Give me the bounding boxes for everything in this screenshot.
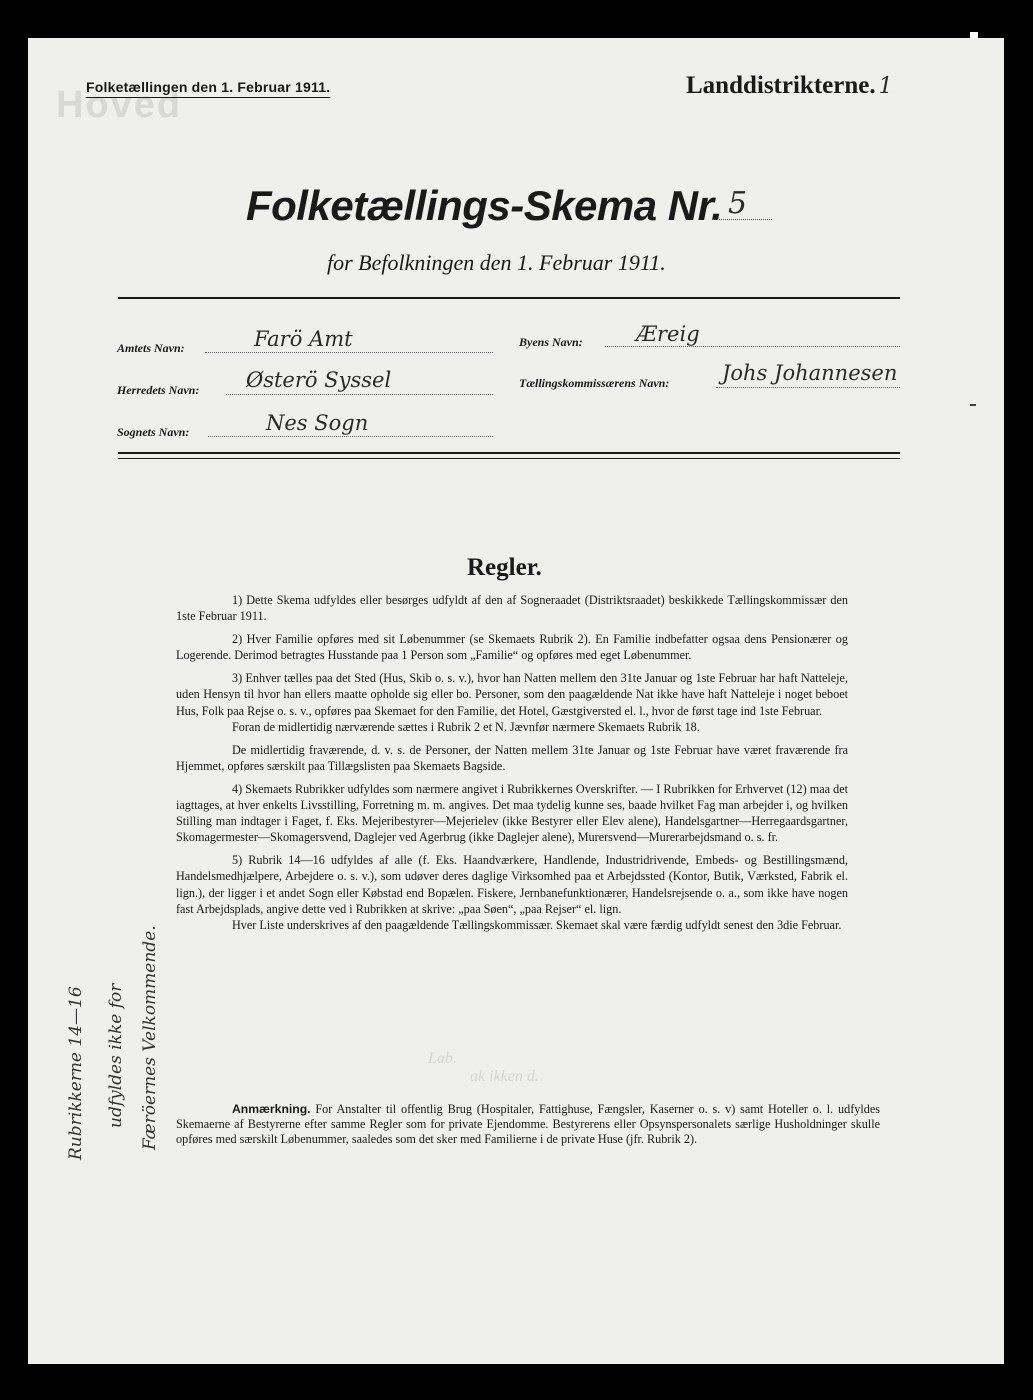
kommissaer-value: Johs Johannesen	[722, 361, 898, 385]
rule-3-midlertidig-fravaerende: De midlertidig fraværende, d. v. s. de Personer, der Natten mellem 31te Januar og 1ste Februar have været fraværende fra Hjemmet, opføres særskilt paa Tillægslisten paa Skemaets Bagside.	[176, 742, 848, 773]
rules-body	[176, 592, 848, 940]
margin-note-line-2: udfyldes ikke for	[106, 983, 126, 1128]
rules-heading: Regler.	[467, 554, 542, 581]
by-value: Æreig	[636, 322, 700, 346]
amt-line	[205, 352, 493, 353]
form-title: Folketællings-Skema Nr.	[246, 182, 723, 229]
rule-3: 3) Enhver tælles paa det Sted (Hus, Skib o. s. v.), hvor han Natten mellem den 31te Januar og 1ste Februar har haft Natteleje, uden Hensyn til hvor han ellers maatte opholde sig eller bo. Personer, som den paagældende Nat ikke have haft Natteleje i noget beboet Hus, Folk paa Rejse o. s. v., opføres paa Skemaet for den Familie, det Hotel, Gæstgiversted el. l., hvor de først tage ind 1ste Februar.	[176, 671, 848, 718]
rule-3-midlertidig-naervaerende: Foran de midlertidig nærværende sættes i Rubrik 2 et N. Jævnfør nærmere Skemaets Rubrik 18.	[232, 719, 700, 734]
annotation-note	[176, 1102, 880, 1147]
by-label: Byens Navn:	[519, 335, 583, 349]
corner-mark	[970, 32, 978, 38]
kommissaer-label: Tællingskommissærens Navn:	[519, 376, 670, 390]
district-number: 1	[878, 74, 893, 99]
herred-label: Herredets Navn:	[117, 383, 200, 397]
district-type-label: Landdistrikterne.	[686, 72, 876, 99]
margin-note-line-3: Færöernes Velkommende.	[140, 925, 160, 1150]
by-line	[605, 346, 900, 347]
rule-5: 5) Rubrik 14—16 udfyldes af alle (f. Eks. Haandværkere, Handlende, Industridrivende, Embeds- og Bestillingsmænd, Handelsmedhjælpere, Arbejdere o. s. v.), som udøver deres daglige Virksomhed paa et Arbejdssted (Kontor, Butik, Værksted, Fabrik el. lign.), der ligger i et andet Sogn eller Købstad end Bopælen. Fiskere, Jernbanefunktionærer, Handelsrejsende o. a., som ikke have nogen fast Arbejdsplads, angive dette ved i Rubrikken at skrive: „paa Søen“, „paa Rejser“ el. lign.	[176, 853, 848, 916]
kommissaer-line	[716, 387, 900, 388]
rule-2: 2) Hver Familie opføres med sit Løbenummer (se Skemaets Rubrik 2). En Familie indbefatter ogsaa dens Pensionærer og Logerende. Derimod betragtes Husstande paa 1 Person som „Familie“ og opføres med eget Løbenummer.	[176, 632, 848, 663]
amt-value: Farö Amt	[254, 327, 353, 351]
sogn-label: Sognets Navn:	[117, 425, 190, 439]
bleed-through-1: Lab.	[428, 1050, 457, 1067]
rule-1: 1) Dette Skema udfyldes eller besørges udfyldt af den af Sogneraadet (Distriktsraadet) beskikkede Tællingskommissær den 1ste Februar 1911.	[176, 593, 848, 624]
herred-value: Østerö Syssel	[246, 368, 392, 392]
fields-divider-top	[118, 452, 900, 454]
annotation-label: Anmærkning.	[232, 1102, 311, 1116]
form-number-line	[712, 219, 772, 220]
sogn-value: Nes Sogn	[266, 411, 369, 435]
fields-divider-bottom	[118, 458, 900, 459]
rule-5-signature: Hver Liste underskrives af den paagældende Tællingskommissær. Skemaet skal være færdig udfyldt senest den 3die Februar.	[232, 917, 842, 932]
sogn-line	[208, 436, 493, 437]
header-census-date: Folketællingen den 1. Februar 1911.	[86, 79, 330, 98]
form-number: 5	[728, 186, 748, 221]
top-divider	[118, 297, 900, 299]
header-district-type	[686, 72, 893, 100]
form-subtitle: for Befolkningen den 1. Februar 1911.	[327, 250, 666, 275]
bleed-through-2: ak ikken d.	[470, 1068, 539, 1085]
rule-4: 4) Skemaets Rubrikker udfyldes som nærmere angivet i Rubrikkernes Overskrifter. — I Rubrikken for Erhvervet (12) maa det iagttages, at hver enkelts Livsstilling, Forretning m. m. angives. Det maa tydelig kunne ses, baade hvilket Fag man arbejder i, og hvilken Stilling man indtager i Faget, f. Eks. Mejeribestyrer—Mejerielev (ikke Bestyrer eller Elev alene), Handelsgartner—Herregaardsgartner, Skomagermester—Skomagersvend, Daglejer ved Agerbrug (ikke Daglejer alene), Murersvend—Murerarbejdsmand o. s. fr.	[176, 781, 848, 845]
edge-mark	[970, 404, 976, 406]
margin-note-line-1: Rubrikkerne 14—16	[66, 986, 86, 1160]
herred-line	[226, 394, 493, 395]
amt-label: Amtets Navn:	[117, 341, 185, 355]
ghost-stamp: Hoved	[56, 84, 183, 126]
annotation-text: For Anstalter til offentlig Brug (Hospitaler, Fattighuse, Fængsler, Kaserner o. s. v) samt Hoteller o. l. udfyldes Skemaerne af Bestyrerne efter samme Regler som for private Ejendomme. Bestyrerens eller Opsynspersonalets særlige Husholdninger skulle opføres med særskilt Løbenummer, saaledes som det sker med Familierne i de private Huse (jfr. Rubrik 2).	[176, 1102, 881, 1146]
